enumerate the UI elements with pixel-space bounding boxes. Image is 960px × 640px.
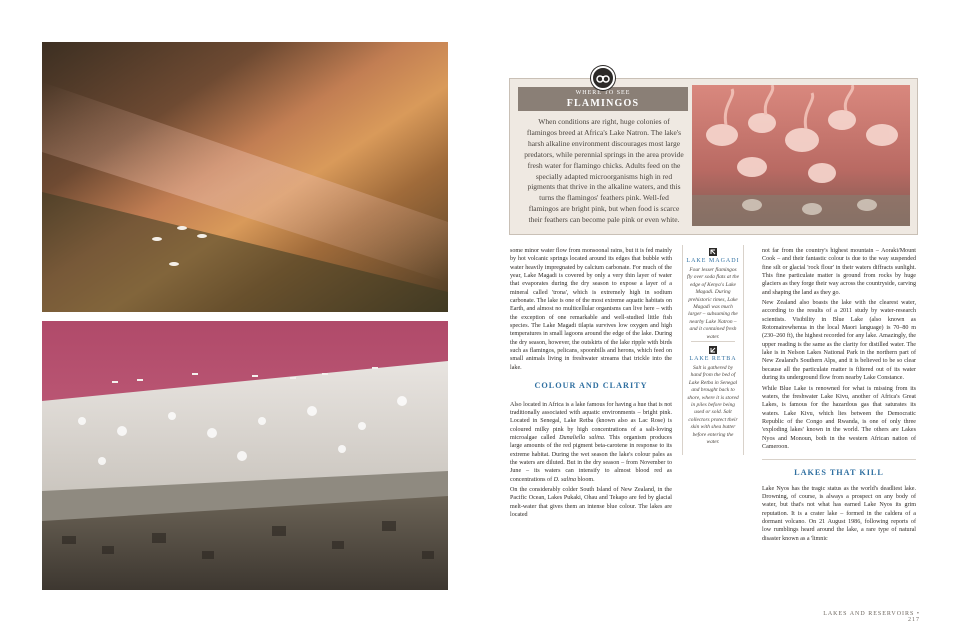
box-text: When conditions are right, huge colonies of flamingos breed at Africa's Lake Natron. The lake's harsh alkaline environment discourages most large predators, while perennial springs in the area provide fresh water for flamingo chicks. Adults feed on the specially adapted microorganisms high in red pigments that thrive in the alkaline waters, and this turns the flamingos' feathers pink. Well-fed flamingos are bright pink, but when food is scarce their feathers can become pale pink or even white. <box>524 117 684 225</box>
column-1 <box>510 247 672 521</box>
box-title: FLAMINGOS <box>566 98 640 109</box>
caption-text-lake-magadi: Four lesser flamingos fly over soda flats at the edge of Kenya's Lake Magadi. During prehistoric times, Lake Magadi was much larger – subsuming the nearby Lake Natron – and it contained fresh water. <box>687 267 739 340</box>
col3-paragraph-4: Lake Nyos has the tragic status as the world's deadliest lake. Drowning, of course, is always a prospect on any body of water, but that's not what has earned Lake Nyos its grim reputation. It is a crater lake – formed in the caldera of a dormant volcano. On 21 August 1986, following reports of low rumblings heard around the lake, a rare type of natural disaster known as a 'limnic <box>762 485 916 542</box>
caption-title-lake-magadi: LAKE MAGADI <box>686 258 740 264</box>
page-number: 217 <box>908 617 920 623</box>
col1-paragraph-1: some minor water flow from monsoonal rains, but it is fed mainly by hot volcanic springs located around its edges that bubble with water heavily impregnated by calcium carbonate. For much of the year, Lake Magadi is covered by only a very thin layer of water that evaporates during the dry season to expose a layer of a mineral called 'trona', which is extremely high in sodium carbonate. The lake is one of the most extreme aquatic habitats on Earth, and almost no multicellular organisms can live here – with the exception of one remarkable and well-studied little fish species. The Lake Magadi tilapia survives low oxygen and high temperatures in small lagoons around the edge of the lake. During the dry season, however, the outskirts of the lake ripple with birds such as flamingos, pelicans, spoonbills and herons, which feed on small animals living in freshwater streams that trickle into the lake. <box>510 248 672 371</box>
lake-magadi-photo <box>42 42 448 312</box>
caption-divider <box>691 341 735 342</box>
footer-section: LAKES AND RESERVOIRS <box>823 611 915 617</box>
col3-paragraph-2: New Zealand also boasts the lake with the clearest water, according to the results of a 2011 study by water-research scientists. Visibility in Blue Lake (also known as Rotomairewhenua in the local Maori language) is 70–80 m (230–260 ft), the highest recorded for any lake. Amazingly, the upper reading is the same as the clarity for distilled water. The lake is in Nelson Lakes National Park in the northern part of New Zealand's Southern Alps, and it is believed to be so clear because all the particulate matter is filtered out of its water during its underground flow from nearby Lake Constance. <box>762 300 916 382</box>
col3-paragraph-3: While Blue Lake is renowned for what is missing from its waters, the freshwater Lake Kivu, another of Africa's Great Lakes, is famous for the hazardous gas that saturates its waters. Lake Kivu, which lies between the Democratic Republic of the Congo and Rwanda, is one of only three 'exploding lakes' known in the world. The others are Lakes Nyos and Monoun, both in the western African nation of Cameroon. <box>762 385 916 450</box>
column-3 <box>762 247 916 545</box>
box-header <box>518 87 688 111</box>
lake-retba-photo <box>42 321 448 590</box>
arrow-down-left-icon <box>709 346 717 354</box>
page-footer <box>820 611 920 623</box>
col1-paragraph-3: On the considerably colder South Island of New Zealand, in the Pacific Ocean, Lakes Pukaki, Ohau and Tekapo are fed by glacial melt-water that gives them an intense blue colour. The lakes are located <box>510 486 672 518</box>
arrow-up-left-icon <box>709 248 717 256</box>
binoculars-icon <box>591 66 615 90</box>
where-to-see-box <box>509 78 918 235</box>
lakes-that-kill-heading: LAKES THAT KILL <box>762 459 916 477</box>
box-kicker: WHERE TO SEE <box>575 90 631 96</box>
colour-and-clarity-heading: COLOUR AND CLARITY <box>534 381 648 391</box>
caption-text-lake-retba: Salt is gathered by hand from the bed of Lake Retba in Senegal and brought back to shore, where it is stored in piles before being used or sold. Salt collectors protect their skin with shea butter before entering the water. <box>687 365 739 446</box>
caption-column <box>682 245 744 455</box>
col3-paragraph-1: not far from the country's highest mountain – Aoraki/Mount Cook – and their fantastic colour is due to the way suspended fine silt or glacial 'rock flour' in their waters diffracts sunlight. This fine particulate matter is ground from rocks by huge glaciers as they forge their way across the countryside, carving and shaping the land as they go. <box>762 248 916 296</box>
col1-paragraph-2: Also located in Africa is a lake famous for having a hue that is not traditionally associated with aquatic environments – bright pink. Located in Senegal, Lake Retba (known also as Lac Rose) is coloured milky pink by high concentrations of a salt-loving microalgae called Dunaliella salina. This organism produces large amounts of the red pigment beta-carotene in response to its extreme habitat. During the wet season the lake's colour pales as the waters are diluted. But in the dry season – from November to June – its waters can intensify to almost blood red as concentrations of D. salina bloom. <box>510 401 672 483</box>
caption-title-lake-retba: LAKE RETBA <box>689 356 737 362</box>
flamingos-photo <box>692 85 910 226</box>
footer-separator: • <box>914 611 920 617</box>
